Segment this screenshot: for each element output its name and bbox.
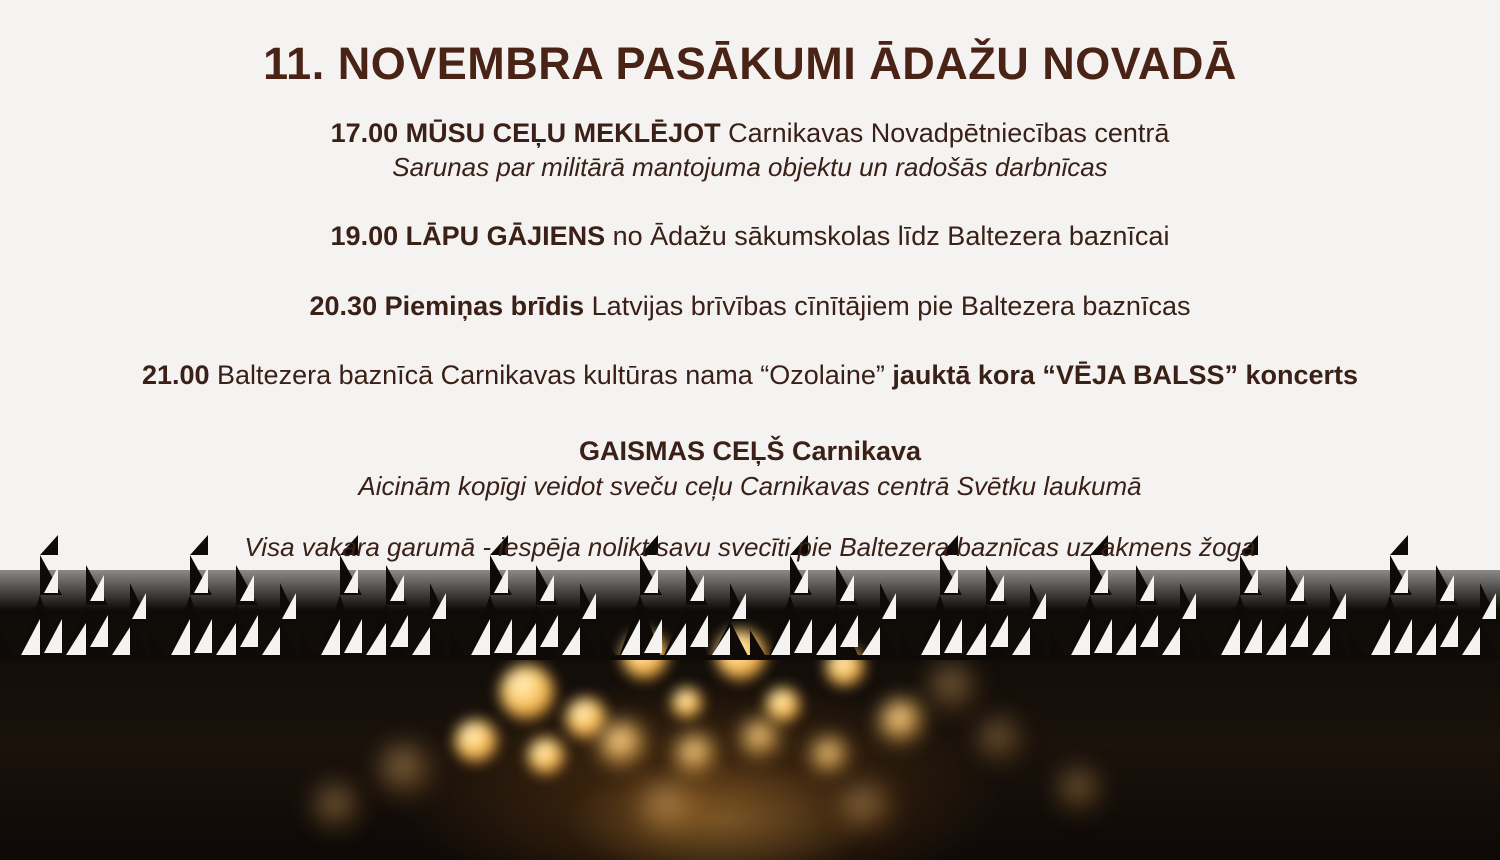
event-line-main [0, 289, 1500, 325]
event-description: Aicinām kopīgi veidot sveču ceļu Carnikavas centrā Svētku laukumā [358, 470, 1142, 501]
bokeh-light [528, 738, 564, 774]
bokeh-light [380, 745, 432, 797]
bokeh-light [676, 735, 716, 775]
event-line-main [0, 116, 1500, 152]
bokeh-light [1060, 770, 1100, 810]
bokeh-light [500, 665, 554, 719]
bokeh-light [640, 785, 700, 831]
event-title-bold: 19.00 LĀPU GĀJIENS [330, 221, 606, 252]
spacer [0, 509, 1500, 531]
spacer [0, 330, 1500, 358]
spacer [0, 261, 1500, 289]
bokeh-light [812, 738, 848, 774]
event-title-rest: Carnikavas Novadpētniecības centrā [720, 117, 1170, 148]
event-title-bold: 21.00 [141, 360, 210, 391]
spacer [0, 400, 1500, 434]
event-title-rest: no Ādažu sākumskolas līdz Baltezera baznīcai [605, 221, 1170, 252]
event-line-main [0, 358, 1500, 394]
event-entry-1700 [0, 116, 1500, 185]
event-title-rest: Latvijas brīvības cīnītājiem pie Baltezera baznīcas [584, 290, 1191, 321]
bokeh-light [600, 722, 646, 768]
event-title-rest: Baltezera baznīcā Carnikavas kultūras nama “Ozolaine” [209, 360, 893, 391]
event-entry-2030 [0, 289, 1500, 325]
bokeh-light [980, 720, 1020, 760]
event-line-main [0, 219, 1500, 255]
page-title: 11. NOVEMBRA PASĀKUMI ĀDAŽU NOVADĀ [263, 38, 1237, 89]
event-entry-gaismas-cels [0, 434, 1500, 503]
event-line-main [0, 434, 1500, 470]
bokeh-light [315, 785, 359, 829]
spacer [0, 191, 1500, 219]
bokeh-light [672, 688, 702, 718]
poster-footnote: Visa vakara garumā - iespēja nolikt savu svecīti pie Baltezera baznīcas uz akmens žoga [244, 532, 1256, 563]
event-entry-1900 [0, 219, 1500, 255]
bokeh-light [930, 665, 976, 711]
bokeh-light [566, 698, 606, 738]
event-title-bold: 20.30 Piemiņas brīdis [309, 290, 585, 321]
bokeh-light [455, 720, 497, 762]
event-entry-2100 [0, 358, 1500, 394]
bokeh-light [766, 688, 800, 722]
event-description: Sarunas par militārā mantojuma objektu un radošās darbnīcas [392, 152, 1108, 183]
event-title-bold: 17.00 MŪSU CEĻU MEKLĒJOT [330, 117, 721, 148]
bokeh-light [880, 700, 924, 744]
event-title-bold-2: jauktā kora “VĒJA BALSS” koncerts [892, 360, 1359, 391]
bokeh-light [840, 785, 894, 829]
event-title-bold: GAISMAS CEĻŠ Carnikava [578, 436, 922, 467]
bokeh-light [742, 720, 780, 758]
